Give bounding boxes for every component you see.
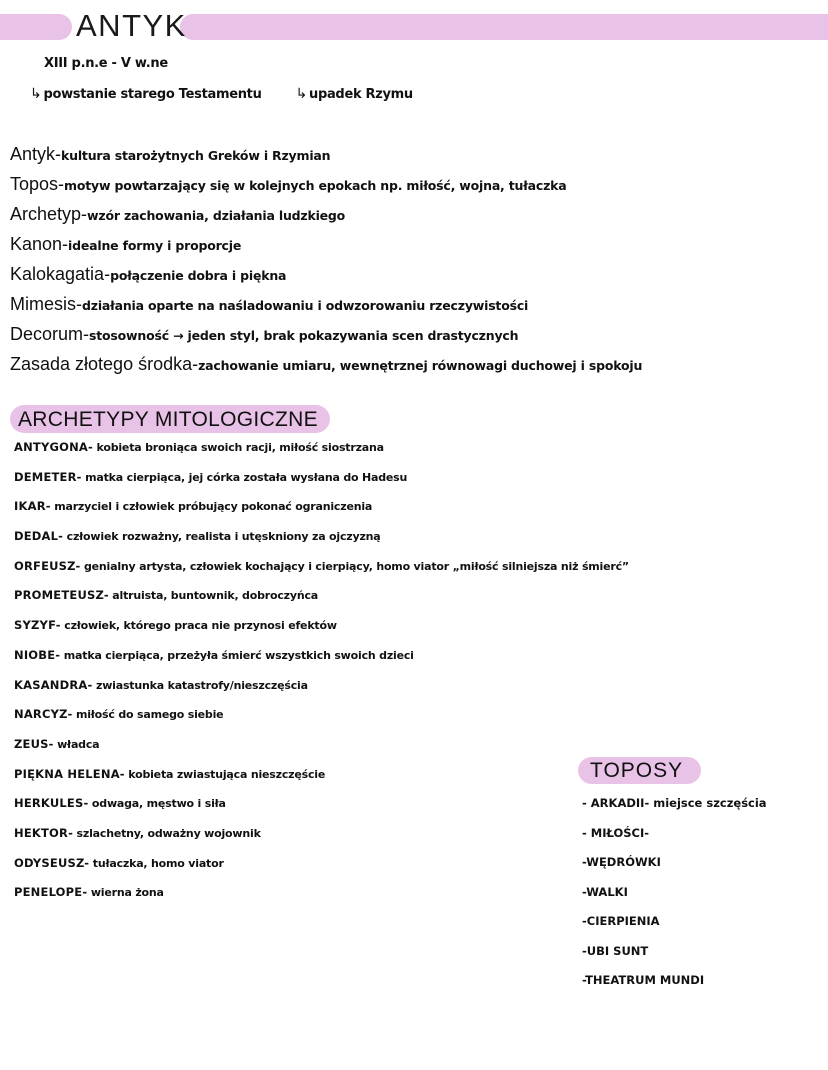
- archetype-desc: marzyciel i człowiek próbujący pokonać ograniczenia: [54, 500, 373, 514]
- definition-term: Decorum-: [10, 324, 90, 344]
- definition-row: [10, 144, 810, 174]
- archetype-desc: człowiek rozważny, realista i utęskniony za ojczyzną: [66, 530, 381, 544]
- archetype-name: NARCYZ-: [14, 707, 73, 722]
- archetype-name: ANTYGONA-: [14, 440, 94, 454]
- definition-term: Zasada złotego środka-: [10, 354, 199, 374]
- definition-term: Topos-: [10, 174, 65, 194]
- end-event: ↳ upadek Rzymu: [296, 86, 413, 102]
- definition-term: Mimesis-: [10, 294, 82, 314]
- definition-desc: działania oparte na naśladowaniu i odwzorowaniu rzeczywistości: [82, 298, 529, 313]
- archetype-desc: wierna żona: [90, 886, 164, 900]
- page-title: ANTYK: [76, 8, 187, 43]
- definition-row: [10, 354, 810, 384]
- topos-item: - ARKADII- miejsce szczęścia: [582, 796, 767, 810]
- definition-desc: kultura starożytnych Greków i Rzymian: [61, 148, 331, 163]
- topos-item: - MIŁOŚCI-: [582, 825, 650, 840]
- archetype-desc: zwiastunka katastrofy/nieszczęścia: [96, 678, 308, 692]
- topos-item: -CIERPIENIA: [582, 914, 660, 928]
- definition-term: Antyk-: [10, 144, 62, 164]
- start-event: ↳ powstanie starego Testamentu: [30, 86, 262, 102]
- archetypes-heading: ARCHETYPY MITOLOGICZNE: [10, 405, 330, 433]
- archetype-desc: matka cierpiąca, jej córka została wysłana do Hadesu: [85, 470, 408, 484]
- archetype-name: NIOBE-: [14, 647, 61, 662]
- definition-desc: idealne formy i proporcje: [68, 238, 242, 253]
- archetype-row: [14, 678, 794, 708]
- archetype-name: IKAR-: [14, 499, 51, 514]
- definition-row: [10, 264, 810, 294]
- archetype-desc: tułaczka, homo viator: [92, 856, 224, 870]
- title-highlight-right: [180, 14, 828, 40]
- definition-row: [10, 234, 810, 264]
- archetype-row: [14, 470, 794, 500]
- definition-desc: połączenie dobra i piękna: [110, 268, 287, 283]
- archetype-desc: kobieta zwiastująca nieszczęście: [128, 767, 326, 781]
- archetype-name: PIĘKNA HELENA-: [14, 766, 125, 781]
- toposy-heading: TOPOSY: [578, 757, 701, 784]
- archetype-row: [14, 559, 794, 589]
- archetype-desc: miłość do samego siebie: [75, 708, 224, 722]
- definition-term: Kalokagatia-: [10, 264, 111, 284]
- archetype-name: KASANDRA-: [14, 677, 93, 692]
- archetype-row: [14, 529, 794, 559]
- archetype-name: ZEUS-: [14, 736, 54, 751]
- definition-row: [10, 204, 810, 234]
- archetype-row: [14, 440, 794, 470]
- topos-item: -WĘDRÓWKI: [582, 855, 661, 869]
- archetype-name: HERKULES-: [14, 796, 89, 811]
- definition-row: [10, 174, 810, 204]
- definition-row: [10, 324, 810, 354]
- archetype-name: ORFEUSZ-: [14, 558, 81, 573]
- definition-desc: motyw powtarzający się w kolejnych epokach np. miłość, wojna, tułaczka: [64, 178, 567, 193]
- archetype-desc: odwaga, męstwo i siła: [91, 797, 226, 811]
- archetype-row: [14, 707, 794, 737]
- topos-item: -UBI SUNT: [582, 943, 649, 958]
- archetype-desc: kobieta broniąca swoich racji, miłość siostrzana: [96, 441, 384, 454]
- title-highlight-left: [0, 14, 72, 40]
- archetype-desc: genialny artysta, człowiek kochający i cierpiący, homo viator „miłość silniejsza niż śmierć”: [83, 559, 629, 573]
- definitions-list: [10, 144, 810, 384]
- archetype-name: DEMETER-: [14, 469, 82, 484]
- topos-item: -THEATRUM MUNDI: [582, 973, 705, 987]
- archetype-name: PENELOPE-: [14, 885, 88, 900]
- toposy-list: [582, 796, 822, 1003]
- archetype-name: ODYSEUSZ-: [14, 855, 90, 870]
- topos-item: -WALKI: [582, 884, 628, 899]
- definition-desc: zachowanie umiaru, wewnętrznej równowagi duchowej i spokoju: [198, 358, 643, 373]
- definition-desc: wzór zachowania, działania ludzkiego: [87, 208, 346, 223]
- archetype-desc: szlachetny, odważny wojownik: [76, 826, 261, 840]
- archetype-name: HEKTOR-: [14, 825, 74, 840]
- archetype-row: [14, 499, 794, 529]
- archetype-name: SYZYF-: [14, 618, 61, 633]
- archetype-name: DEDAL-: [14, 529, 64, 544]
- definition-row: [10, 294, 810, 324]
- definition-term: Archetyp-: [10, 204, 88, 224]
- archetype-desc: człowiek, którego praca nie przynosi efektów: [64, 619, 337, 633]
- archetype-name: PROMETEUSZ-: [14, 588, 109, 603]
- period-events: [30, 86, 413, 102]
- archetype-row: [14, 588, 794, 618]
- archetype-desc: władca: [57, 737, 100, 751]
- archetype-row: [14, 648, 794, 678]
- archetype-row: [14, 618, 794, 648]
- period-range: XIII p.n.e - V w.ne: [44, 56, 168, 71]
- archetype-desc: altruista, buntownik, dobroczyńca: [112, 589, 319, 603]
- definition-desc: stosowność → jeden styl, brak pokazywania scen drastycznych: [89, 328, 519, 343]
- definition-term: Kanon-: [10, 234, 69, 254]
- archetype-desc: matka cierpiąca, przeżyła śmierć wszystkich swoich dzieci: [63, 648, 414, 662]
